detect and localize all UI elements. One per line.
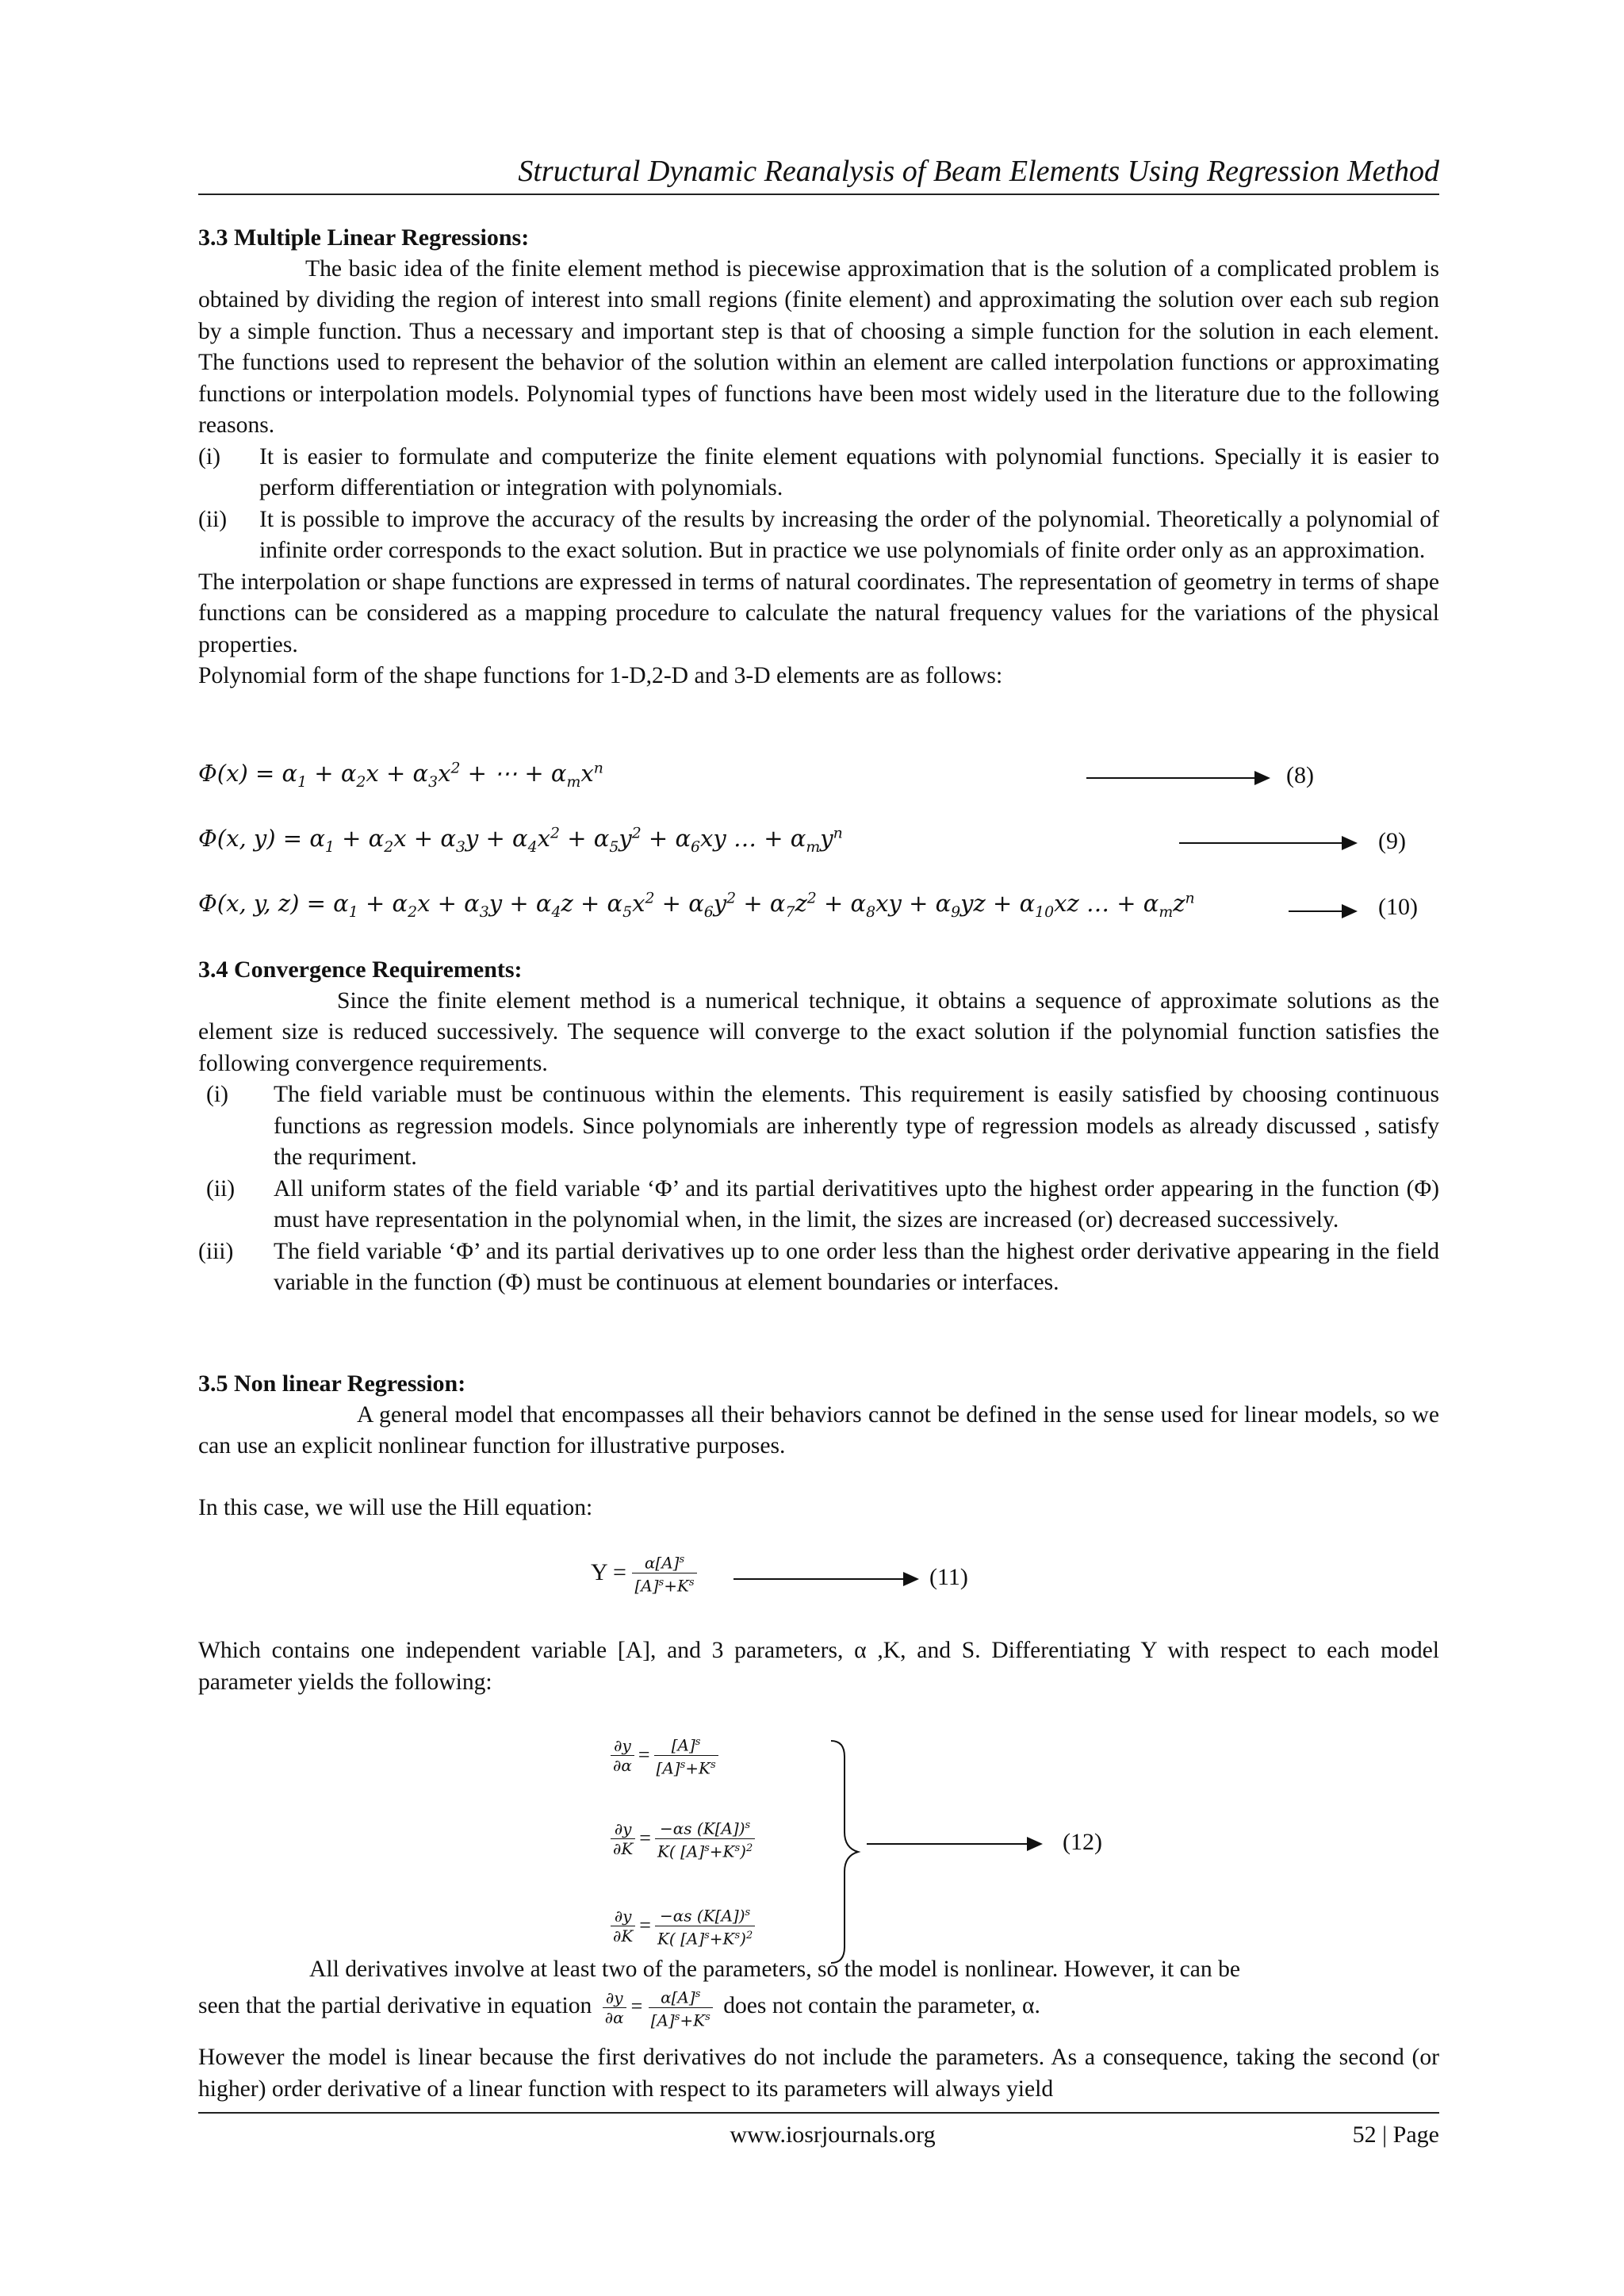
paragraph: All derivatives involve at least two of the parameters, so the model is nonlinear. However, it can be <box>309 1957 1240 1982</box>
paragraph: The basic idea of the finite element method is piecewise approximation that is the solution of a complicated problem is obtained by dividing the region of interest into small regions (finite element) and approximating the solution over each sub region by a simple function. Thus a necessary and important step is that of choosing a simple function for the solution in each element. The functions used to represent the behavior of the solution within an element are called interpolation functions or approximating functions or interpolation models. Polynomial types of functions have been most widely used in the literature due to the following reasons. <box>198 255 1439 438</box>
text-fragment: seen that the partial derivative in equation <box>198 1992 592 2018</box>
text-fragment: does not contain the parameter, α. <box>723 1992 1040 2018</box>
list-item <box>198 1236 1439 1299</box>
paragraph: Polynomial form of the shape functions for 1-D,2-D and 3-D elements are as follows: <box>198 663 1003 688</box>
list-number: (i) <box>206 1082 228 1107</box>
arrow <box>733 1578 917 1580</box>
equation-11: Y = $\frac{\alpha[A]^s}{[A]^s+K^s}$ <box>591 1550 697 1595</box>
list-number: (ii) <box>206 1175 236 1202</box>
equation-number: (11) <box>929 1564 968 1590</box>
section-heading: 3.4 Convergence Requirements: <box>198 956 523 983</box>
derivative-k: $\frac{\partial y}{\partial K}$ = $\frac{-\alpha s (K[A])^s}{K( [A]^s+K^s)^2}$ <box>611 1816 755 1861</box>
paragraph: In this case, we will use the Hill equation: <box>198 1495 593 1520</box>
equation-number: (8) <box>1286 762 1314 788</box>
list-item <box>198 1079 1439 1174</box>
inline-equation-line: seen that the partial derivative in equation $\frac{\partial y}{\partial\alpha}$ = $\frac{\alpha[A]^s}{[A]^s+K^s}$ does not contain the parameter, α. <box>198 1985 1439 2030</box>
fraction: $\frac{\alpha[A]^s}{[A]^s+K^s}$ <box>632 1550 696 1595</box>
paragraph: Since the finite element method is a numerical technique, it obtains a sequence of approximate solutions as the element size is reduced successively. The sequence will converge to the exact solution if the polynomial function satisfies the following convergence requirements. <box>198 987 1439 1076</box>
arrow <box>1179 842 1356 844</box>
fraction: $\frac{\alpha[A]^s}{[A]^s+K^s}$ <box>649 1985 713 2030</box>
equation-10: Φ(x, y, $z) = \alpha_1 + \alpha_2x + \alpha_3y + \alpha_4z + \alpha_5x^2 + \alpha_6y^2 + \alpha_7z^2 + \alpha_8xy + \alpha_9yz + \alpha_{10}xz$ … + $\alpha_mz^n$ <box>198 890 1195 921</box>
section-heading: 3.3 Multiple Linear Regressions: <box>198 224 530 251</box>
section-3-4 <box>198 954 1439 1299</box>
list-number: (i) <box>198 443 220 470</box>
paragraph: However the model is linear because the first derivatives do not include the parameters. As a consequence, taking the second (or higher) order derivative of a linear function with respect to its parameters will always yield <box>198 2045 1439 2102</box>
list-number: (ii) <box>198 506 228 532</box>
section-heading: 3.5 Non linear Regression: <box>198 1370 466 1397</box>
footer-site: www.iosrjournals.org <box>730 2122 936 2148</box>
derivative-k-repeat: $\frac{\partial y}{\partial K}$ = $\frac{-\alpha s (K[A])^s}{K( [A]^s+K^s)^2}$ <box>611 1903 755 1948</box>
arrow <box>867 1843 1041 1845</box>
arrow <box>1086 777 1269 779</box>
running-header: Structural Dynamic Reanalysis of Beam Elements Using Regression Method <box>518 155 1439 188</box>
fraction: $\frac{\partial y}{\partial\alpha}$ <box>603 1988 626 2027</box>
arrow <box>1289 910 1356 912</box>
equation-8: $\Phi(x) = \alpha_1 + \alpha_2x + \alpha_3x^2$ + ⋯ + $\alpha_mx^n$ <box>198 760 603 791</box>
equation-number: (9) <box>1378 828 1406 854</box>
list-item <box>198 1174 1439 1236</box>
derivative-alpha: $\frac{\partial y}{\partial\alpha}$ = $\frac{[A]^s}{[A]^s+K^s}$ <box>611 1733 718 1777</box>
list-text: It is possible to improve the accuracy of the results by increasing the order of the polynomial. Theoretically a polynomial of infinite order corresponds to the exact solution. But in practice we use polynomials of finite order only as an approximation. <box>259 506 1439 563</box>
brace <box>825 1737 864 1967</box>
list-item <box>198 442 1439 504</box>
list-item <box>198 504 1439 567</box>
list-text: It is easier to formulate and computerize the finite element equations with polynomial functions. Specially it is easier to perform differentiation or integration with polynomials. <box>259 443 1439 500</box>
paragraph: A general model that encompasses all their behaviors cannot be defined in the sense used for linear models, so we can use an explicit nonlinear function for illustrative purposes. <box>198 1401 1439 1458</box>
list-text: The field variable ‘Φ’ and its partial derivatives up to one order less than the highest order derivative appearing in the field variable in the function (Φ) must be continuous at element boundaries or interfaces. <box>274 1238 1439 1295</box>
equation-number: (12) <box>1063 1829 1102 1855</box>
footer-rule <box>198 2112 1439 2114</box>
paragraph: The interpolation or shape functions are expressed in terms of natural coordinates. The representation of geometry in terms of shape functions can be considered as a mapping procedure to calculate the natural frequency values for the variations of the physical properties. <box>198 569 1439 657</box>
list-text: All uniform states of the field variable ‘Φ’ and its partial derivatitives upto the highest order appearing in the function (Φ) must have representation in the polynomial when, in the limit, the sizes are increased (or) decreased successively. <box>274 1175 1439 1232</box>
list-text: The field variable must be continuous within the elements. This requirement is easily satisfied by choosing continuous functions as regression models. Since polynomials are inherently type of regression models as already discussed , satisfy the requriment. <box>274 1082 1439 1170</box>
equation-number: (10) <box>1378 894 1418 920</box>
footer-page-number: 52 | Page <box>1352 2122 1439 2148</box>
section-3-5 <box>198 1368 1439 1462</box>
equation-9: Φ(x, $y) = \alpha_1 + \alpha_2x + \alpha_3y + \alpha_4x^2 + \alpha_5y^2 + \alpha_6xy$ … + $\alpha_my^n$ <box>198 825 843 856</box>
section-3-3 <box>198 222 1439 692</box>
list-number: (iii) <box>198 1238 234 1264</box>
paragraph: Which contains one independent variable [A], and 3 parameters, α ,K, and S. Differentiating Y with respect to each model parameter yields the following: <box>198 1638 1439 1695</box>
header-rule <box>198 194 1439 195</box>
